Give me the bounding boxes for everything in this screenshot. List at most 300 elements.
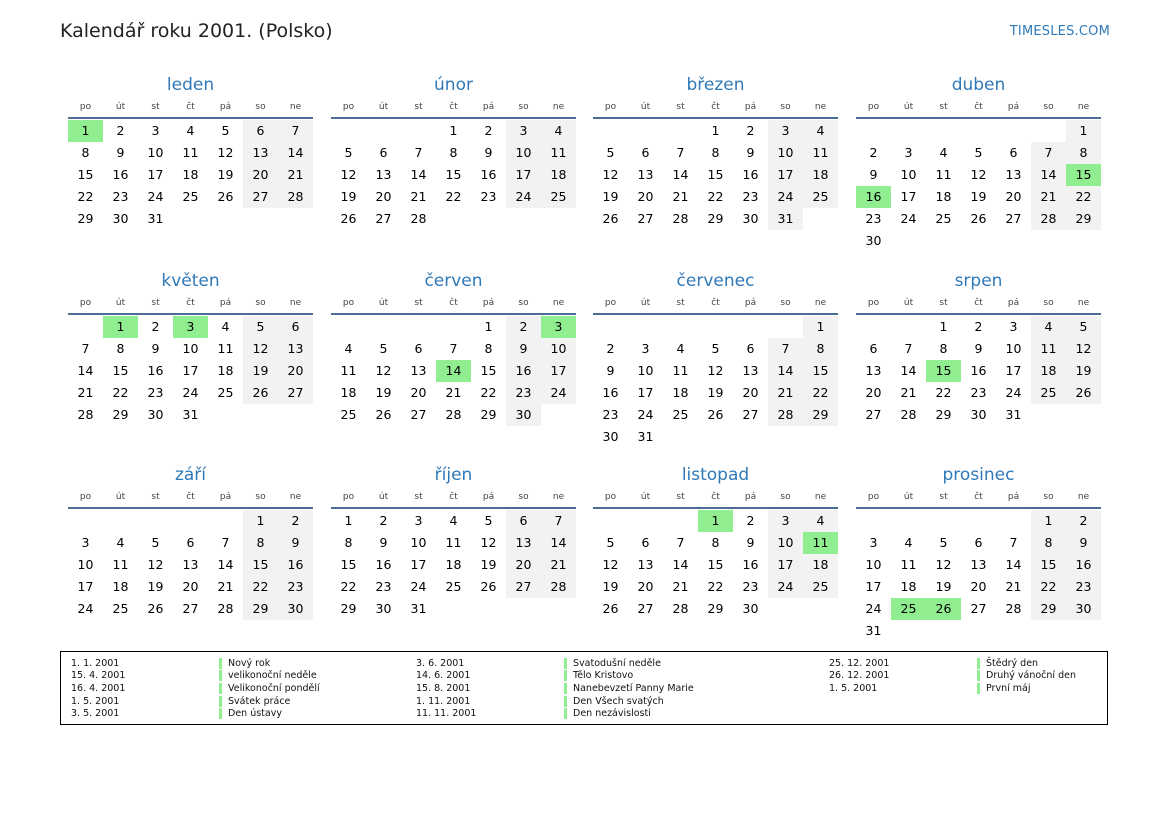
day-cell: 31 <box>182 407 199 422</box>
weekday-label: ne <box>1077 298 1090 308</box>
day-cell: 28 <box>900 407 917 422</box>
empty-day-cell <box>1066 620 1101 642</box>
day-cell: 12 <box>602 167 619 182</box>
day-cell: 23 <box>375 579 392 594</box>
week-row <box>331 120 576 142</box>
day-cell: 29 <box>803 404 838 426</box>
week-row <box>68 576 313 598</box>
day-cell: 16 <box>147 363 164 378</box>
empty-day-cell <box>663 316 698 338</box>
day-cell: 11 <box>900 557 917 572</box>
legend-row <box>61 670 320 683</box>
weekday-header <box>331 294 576 312</box>
day-cell: 20 <box>637 579 654 594</box>
day-cell: 5 <box>606 535 615 550</box>
empty-day-cell <box>891 510 926 532</box>
week-row <box>68 598 313 620</box>
day-cell: 19 <box>1066 360 1101 382</box>
day-cell: 12 <box>340 167 357 182</box>
day-cell: 13 <box>637 167 654 182</box>
day-cell: 2 <box>606 341 615 356</box>
weekday-label: st <box>414 298 423 308</box>
holiday-date: 26. 12. 2001 <box>829 670 890 682</box>
week-row <box>593 532 838 554</box>
day-cell: 30 <box>112 211 129 226</box>
day-cell: 14 <box>1031 164 1066 186</box>
week-row <box>856 230 1101 252</box>
day-cell: 6 <box>641 535 650 550</box>
day-cell: 27 <box>637 211 654 226</box>
empty-day-cell <box>593 120 628 142</box>
weekday-label: po <box>604 102 617 112</box>
day-cell: 28 <box>217 601 234 616</box>
weekday-label: út <box>378 492 389 502</box>
day-cell: 28 <box>541 576 576 598</box>
weekday-label: pá <box>482 492 495 502</box>
day-cell: 31 <box>147 211 164 226</box>
month-leden <box>68 72 313 230</box>
day-cell: 28 <box>672 211 689 226</box>
weekday-label: so <box>255 492 266 502</box>
empty-day-cell <box>68 316 103 338</box>
header-divider <box>593 313 838 315</box>
day-cell: 26 <box>1066 382 1101 404</box>
holiday-date: 1. 1. 2001 <box>71 657 120 669</box>
holiday-date: 1. 11. 2001 <box>416 695 471 707</box>
day-cell: 10 <box>506 142 541 164</box>
brand-link[interactable]: TIMESLES.COM <box>1009 24 1110 39</box>
legend-row <box>61 657 320 670</box>
day-cell: 4 <box>449 513 458 528</box>
day-cell: 10 <box>768 142 803 164</box>
day-cell: 9 <box>484 145 493 160</box>
weekday-label: st <box>676 298 685 308</box>
day-cell: 17 <box>900 189 917 204</box>
week-row <box>593 382 838 404</box>
day-cell: 11 <box>935 167 952 182</box>
day-cell: 15 <box>1031 554 1066 576</box>
empty-day-cell <box>68 510 103 532</box>
empty-day-cell <box>593 316 628 338</box>
weekday-label: so <box>255 298 266 308</box>
empty-day-cell <box>996 230 1031 252</box>
day-cell: 15 <box>707 167 724 182</box>
day-cell: 3 <box>904 145 913 160</box>
day-cell: 26 <box>480 579 497 594</box>
day-cell: 18 <box>672 385 689 400</box>
day-cell: 27 <box>637 601 654 616</box>
day-cell: 4 <box>344 341 353 356</box>
day-cell: 18 <box>112 579 129 594</box>
day-cell: 28 <box>672 601 689 616</box>
day-cell: 24 <box>182 385 199 400</box>
empty-day-cell <box>926 510 961 532</box>
weekday-label: ne <box>552 492 565 502</box>
day-cell: 4 <box>186 123 195 138</box>
day-cell: 15 <box>112 363 129 378</box>
month-červen <box>331 268 576 426</box>
weekday-label: út <box>640 492 651 502</box>
day-cell: 22 <box>243 576 278 598</box>
week-row <box>593 554 838 576</box>
day-cell: 2 <box>484 123 493 138</box>
empty-day-cell <box>628 510 663 532</box>
day-cell: 7 <box>676 535 685 550</box>
weekday-label: pá <box>1007 298 1020 308</box>
holiday-date: 3. 5. 2001 <box>71 708 120 720</box>
day-cell: 1 <box>243 510 278 532</box>
day-cell: 2 <box>974 319 983 334</box>
weekday-label: so <box>780 298 791 308</box>
day-cell: 26 <box>375 407 392 422</box>
day-cell: 16 <box>480 167 497 182</box>
day-cell: 26 <box>217 189 234 204</box>
day-cell: 11 <box>340 363 357 378</box>
legend-column <box>406 657 694 720</box>
weekday-label: ne <box>552 298 565 308</box>
week-row <box>68 510 313 532</box>
holiday-date: 1. 5. 2001 <box>71 695 120 707</box>
weekday-label: so <box>1043 492 1054 502</box>
day-cell: 14 <box>541 532 576 554</box>
day-cell: 21 <box>1031 186 1066 208</box>
empty-day-cell <box>208 404 243 426</box>
weekday-label: po <box>604 298 617 308</box>
day-cell: 6 <box>974 535 983 550</box>
day-cell: 10 <box>541 338 576 360</box>
day-cell: 13 <box>1005 167 1022 182</box>
weekday-label: út <box>640 298 651 308</box>
weekday-label: čt <box>974 102 983 112</box>
day-cell: 21 <box>1005 579 1022 594</box>
day-cell: 21 <box>77 385 94 400</box>
day-cell: 15 <box>77 167 94 182</box>
weekday-label: pá <box>1007 492 1020 502</box>
day-cell: 10 <box>182 341 199 356</box>
day-cell: 3 <box>1009 319 1018 334</box>
day-cell: 25 <box>340 407 357 422</box>
month-title: červen <box>424 271 483 291</box>
holiday-day-cell: 26 <box>926 598 961 620</box>
day-cell: 23 <box>480 189 497 204</box>
holiday-day-cell: 1 <box>698 510 733 532</box>
weekday-label: čt <box>711 102 720 112</box>
day-cell: 5 <box>974 145 983 160</box>
weekday-label: so <box>255 102 266 112</box>
holiday-day-cell: 16 <box>856 186 891 208</box>
day-cell: 26 <box>970 211 987 226</box>
day-cell: 8 <box>711 535 720 550</box>
day-cell: 16 <box>375 557 392 572</box>
page-title: Kalendář roku 2001. (Polsko) <box>60 20 333 42</box>
day-cell: 11 <box>445 535 462 550</box>
day-cell: 8 <box>939 341 948 356</box>
empty-day-cell <box>891 316 926 338</box>
day-cell: 17 <box>637 385 654 400</box>
empty-day-cell <box>768 316 803 338</box>
day-cell: 18 <box>445 557 462 572</box>
header-divider <box>593 117 838 119</box>
day-cell: 9 <box>606 363 615 378</box>
day-cell: 19 <box>707 385 724 400</box>
week-row <box>856 404 1101 426</box>
day-cell: 3 <box>151 123 160 138</box>
day-cell: 16 <box>742 167 759 182</box>
day-cell: 26 <box>707 407 724 422</box>
day-cell: 9 <box>974 341 983 356</box>
month-title: listopad <box>681 465 750 485</box>
holiday-name: Den nezávislosti <box>564 708 651 719</box>
day-cell: 7 <box>414 145 423 160</box>
holiday-day-cell: 3 <box>173 316 208 338</box>
month-květen <box>68 268 313 426</box>
day-cell: 15 <box>480 363 497 378</box>
empty-day-cell <box>436 208 471 230</box>
empty-day-cell <box>961 620 996 642</box>
week-row <box>593 164 838 186</box>
day-cell: 17 <box>77 579 94 594</box>
day-cell: 8 <box>344 535 353 550</box>
legend-row <box>61 682 320 695</box>
week-row <box>856 554 1101 576</box>
week-row <box>856 382 1101 404</box>
day-cell: 7 <box>676 145 685 160</box>
day-cell: 5 <box>221 123 230 138</box>
day-cell: 20 <box>1005 189 1022 204</box>
day-cell: 30 <box>865 233 882 248</box>
weekday-label: pá <box>219 102 232 112</box>
day-cell: 2 <box>1066 510 1101 532</box>
weekday-label: út <box>640 102 651 112</box>
month-prosinec <box>856 462 1101 642</box>
week-row <box>331 142 576 164</box>
empty-day-cell <box>278 404 313 426</box>
week-row <box>593 510 838 532</box>
holiday-name: Štědrý den <box>977 658 1038 669</box>
day-cell: 29 <box>77 211 94 226</box>
holiday-day-cell: 3 <box>541 316 576 338</box>
day-cell: 30 <box>742 601 759 616</box>
day-cell: 13 <box>410 363 427 378</box>
day-cell: 8 <box>711 145 720 160</box>
day-cell: 29 <box>340 601 357 616</box>
day-cell: 19 <box>340 189 357 204</box>
weekday-label: čt <box>449 298 458 308</box>
month-říjen <box>331 462 576 620</box>
day-cell: 13 <box>375 167 392 182</box>
empty-day-cell <box>278 208 313 230</box>
weekday-label: st <box>151 492 160 502</box>
week-row <box>593 360 838 382</box>
month-title: duben <box>951 75 1006 95</box>
week-row <box>68 554 313 576</box>
day-cell: 16 <box>970 363 987 378</box>
day-cell: 5 <box>151 535 160 550</box>
weekday-label: so <box>518 298 529 308</box>
day-cell: 14 <box>672 167 689 182</box>
day-cell: 21 <box>672 189 689 204</box>
day-cell: 24 <box>768 186 803 208</box>
day-cell: 21 <box>445 385 462 400</box>
day-cell: 6 <box>379 145 388 160</box>
day-cell: 23 <box>742 579 759 594</box>
day-cell: 4 <box>904 535 913 550</box>
weekday-label: po <box>342 492 355 502</box>
empty-day-cell <box>628 120 663 142</box>
day-cell: 6 <box>746 341 755 356</box>
day-cell: 19 <box>147 579 164 594</box>
weekday-label: st <box>939 298 948 308</box>
day-cell: 31 <box>768 208 803 230</box>
day-cell: 22 <box>112 385 129 400</box>
day-cell: 11 <box>182 145 199 160</box>
day-cell: 17 <box>410 557 427 572</box>
weekday-label: ne <box>289 492 302 502</box>
day-cell: 8 <box>116 341 125 356</box>
weekday-label: čt <box>186 102 195 112</box>
week-row <box>331 186 576 208</box>
holiday-date: 16. 4. 2001 <box>71 682 126 694</box>
day-cell: 3 <box>414 513 423 528</box>
holiday-name: Nový rok <box>219 658 270 669</box>
empty-day-cell <box>173 208 208 230</box>
day-cell: 26 <box>602 211 619 226</box>
empty-day-cell <box>698 316 733 338</box>
holiday-day-cell: 15 <box>1066 164 1101 186</box>
empty-day-cell <box>471 598 506 620</box>
day-cell: 3 <box>768 120 803 142</box>
weekday-header <box>593 98 838 116</box>
day-cell: 13 <box>865 363 882 378</box>
holiday-day-cell: 11 <box>803 532 838 554</box>
day-cell: 10 <box>1005 341 1022 356</box>
week-row <box>593 120 838 142</box>
holiday-name: Den ústavy <box>219 708 282 719</box>
day-cell: 1 <box>1031 510 1066 532</box>
month-červenec <box>593 268 838 448</box>
day-cell: 3 <box>81 535 90 550</box>
day-cell: 21 <box>217 579 234 594</box>
empty-day-cell <box>803 598 838 620</box>
empty-day-cell <box>366 120 401 142</box>
day-cell: 19 <box>935 579 952 594</box>
week-row <box>856 620 1101 642</box>
day-cell: 10 <box>865 557 882 572</box>
weekday-label: pá <box>482 102 495 112</box>
day-cell: 21 <box>410 189 427 204</box>
day-cell: 18 <box>935 189 952 204</box>
week-row <box>331 532 576 554</box>
day-cell: 17 <box>506 164 541 186</box>
weekday-label: pá <box>482 298 495 308</box>
day-cell: 27 <box>970 601 987 616</box>
weekday-label: so <box>1043 298 1054 308</box>
day-cell: 16 <box>506 360 541 382</box>
day-cell: 20 <box>865 385 882 400</box>
day-cell: 26 <box>340 211 357 226</box>
empty-day-cell <box>663 426 698 448</box>
day-cell: 18 <box>900 579 917 594</box>
day-cell: 7 <box>278 120 313 142</box>
empty-day-cell <box>891 620 926 642</box>
day-cell: 9 <box>506 338 541 360</box>
weekday-header <box>68 488 313 506</box>
legend-row <box>819 682 1076 695</box>
day-cell: 15 <box>803 360 838 382</box>
month-title: květen <box>161 271 220 291</box>
weekday-header <box>593 488 838 506</box>
weekday-label: po <box>79 492 92 502</box>
day-cell: 5 <box>344 145 353 160</box>
day-cell: 13 <box>182 557 199 572</box>
holiday-date: 1. 5. 2001 <box>829 682 878 694</box>
day-cell: 20 <box>637 189 654 204</box>
empty-day-cell <box>173 510 208 532</box>
day-cell: 27 <box>865 407 882 422</box>
empty-day-cell <box>996 620 1031 642</box>
day-cell: 25 <box>541 186 576 208</box>
weekday-label: so <box>518 492 529 502</box>
week-row <box>331 404 576 426</box>
week-row <box>331 382 576 404</box>
empty-day-cell <box>698 426 733 448</box>
day-cell: 2 <box>116 123 125 138</box>
day-cell: 25 <box>217 385 234 400</box>
holiday-date: 14. 6. 2001 <box>416 670 471 682</box>
header-divider <box>593 507 838 509</box>
weekday-label: čt <box>974 492 983 502</box>
day-cell: 20 <box>742 385 759 400</box>
weekday-label: st <box>414 492 423 502</box>
weekday-label: ne <box>814 102 827 112</box>
day-cell: 6 <box>1009 145 1018 160</box>
legend-column <box>819 657 1076 695</box>
week-row <box>331 338 576 360</box>
day-cell: 12 <box>147 557 164 572</box>
day-cell: 13 <box>506 532 541 554</box>
day-cell: 17 <box>541 360 576 382</box>
weekday-label: ne <box>1077 102 1090 112</box>
empty-day-cell <box>961 510 996 532</box>
day-cell: 5 <box>243 316 278 338</box>
day-cell: 1 <box>1066 120 1101 142</box>
month-září <box>68 462 313 620</box>
day-cell: 7 <box>541 510 576 532</box>
weekday-label: čt <box>449 492 458 502</box>
month-březen <box>593 72 838 230</box>
day-cell: 1 <box>803 316 838 338</box>
weekday-label: út <box>378 102 389 112</box>
day-cell: 19 <box>217 167 234 182</box>
holiday-day-cell: 1 <box>103 316 138 338</box>
empty-day-cell <box>891 120 926 142</box>
day-cell: 28 <box>445 407 462 422</box>
weekday-label: čt <box>449 102 458 112</box>
weekday-label: po <box>342 102 355 112</box>
week-row <box>68 142 313 164</box>
weekday-label: ne <box>552 102 565 112</box>
empty-day-cell <box>996 120 1031 142</box>
day-cell: 9 <box>746 535 755 550</box>
day-cell: 11 <box>541 142 576 164</box>
day-cell: 5 <box>1066 316 1101 338</box>
day-cell: 4 <box>116 535 125 550</box>
day-cell: 8 <box>484 341 493 356</box>
empty-day-cell <box>366 316 401 338</box>
day-cell: 15 <box>445 167 462 182</box>
day-cell: 8 <box>449 145 458 160</box>
day-cell: 20 <box>278 360 313 382</box>
